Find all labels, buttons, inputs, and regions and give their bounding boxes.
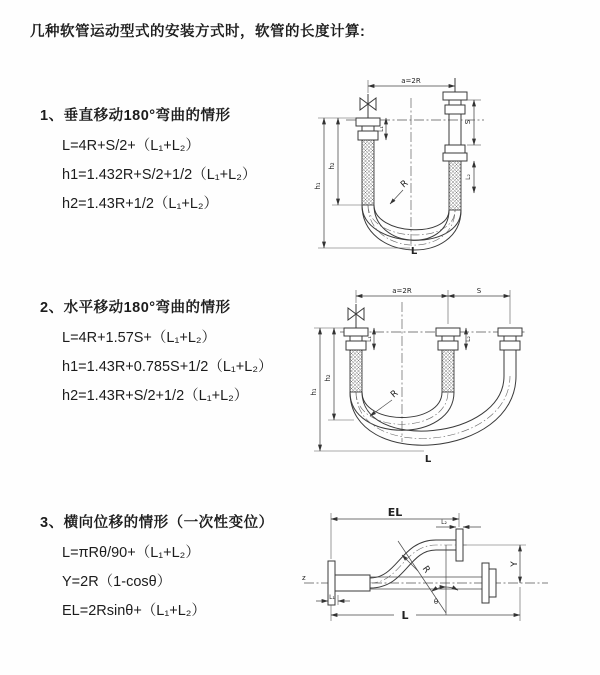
dim-label-y: Y: [510, 561, 520, 567]
hose-braid-left: [350, 350, 362, 392]
hose-braid-right: [449, 161, 461, 210]
dimension-span: [368, 77, 455, 93]
formula-h2: h2=1.43R+1/2（L₁+L₂）: [62, 196, 219, 212]
dim-label-h2: h₂: [328, 162, 336, 170]
radius-label: R: [389, 388, 401, 401]
hose-u-bend: [362, 205, 461, 250]
dim-label-l2: L₂: [465, 174, 472, 180]
right-pipe-fitting: [498, 328, 522, 350]
diagram-horizontal-180-bend: [306, 280, 534, 466]
section-3-formulas: [40, 539, 310, 626]
section-3-heading: 3、横向位移的情形（一次性变位）: [40, 515, 274, 531]
section-1: [40, 106, 310, 219]
left-pipe-fitting: [356, 118, 380, 140]
length-label: L: [424, 454, 432, 465]
hose-u-bend-large: [350, 376, 516, 445]
dimension-h1: [310, 328, 424, 451]
formula-length: L=4R+1.57S+（L₁+L₂）: [62, 330, 217, 346]
radius-leader: [370, 389, 400, 416]
dim-label-s: S: [476, 287, 482, 295]
upper-flange: [456, 529, 463, 561]
section-2-heading: 2、水平移动180°弯曲的情形: [40, 300, 231, 316]
formula-el: EL=2Rsinθ+（L₁+L₂）: [62, 603, 206, 619]
section-2-formulas: [40, 324, 310, 411]
dim-label-h1: h₁: [310, 388, 318, 396]
dim-label-h2: h₂: [324, 374, 332, 382]
dim-label-l1: L₁: [366, 336, 373, 342]
dimension-span: [356, 287, 510, 324]
dim-label-l1: L₁: [378, 126, 385, 132]
middle-pipe-fitting: [436, 328, 460, 350]
dimension-h2: [328, 118, 362, 205]
hose-s-curve: [370, 540, 468, 588]
hose-braid-middle: [442, 350, 454, 392]
left-pipe: [335, 575, 370, 591]
right-pipe-fitting-mid: [443, 145, 467, 161]
left-pipe-fitting: [344, 328, 368, 350]
dimension-l2: [436, 519, 481, 527]
section-1-formulas: [40, 132, 310, 219]
dimension-l2: [465, 161, 474, 193]
formula-h1: h1=1.43R+0.785S+1/2（L₁+L₂）: [62, 359, 273, 375]
radius-leader: [390, 179, 410, 204]
centerline-mark-label: z: [302, 574, 306, 582]
dim-label-l1: L₁: [329, 594, 335, 601]
dim-label-span: a=2R: [392, 287, 412, 295]
dim-label-l2: L₂: [465, 336, 472, 342]
section-1-heading: 1、垂直移动180°弯曲的情形: [40, 108, 231, 124]
formula-length: L=πRθ/90+（L₁+L₂）: [62, 545, 200, 561]
formula-y: Y=2R（1-cosθ）: [62, 574, 172, 590]
page-title: 几种软管运动型式的安装方式时，软管的长度计算:: [30, 24, 366, 40]
hose-braid-left: [362, 140, 374, 205]
right-pipe-fitting-top: [443, 78, 467, 114]
dimension-s: [464, 100, 481, 145]
dim-label-s: S: [464, 119, 472, 125]
formula-length: L=4R+S/2+（L₁+L₂）: [62, 138, 200, 154]
section-2: [40, 298, 310, 411]
length-label: L: [410, 246, 418, 256]
dim-label-length: L: [401, 609, 409, 622]
dim-label-span: a=2R: [401, 77, 421, 85]
valve-icon: [348, 304, 364, 328]
section-3: [40, 513, 310, 626]
radius-label: R: [419, 564, 432, 576]
theta-label: θ: [433, 598, 439, 606]
dimension-el: [331, 506, 459, 559]
diagram-lateral-displacement: [296, 503, 554, 641]
valve-icon: [360, 94, 376, 118]
dim-label-l2: L₂: [441, 519, 447, 526]
radius-label: R: [399, 178, 411, 191]
dimension-l2: [465, 328, 472, 350]
formula-h1: h1=1.432R+S/2+1/2（L₁+L₂）: [62, 167, 257, 183]
dim-label-h1: h₁: [314, 182, 322, 190]
dim-label-el: EL: [387, 506, 403, 519]
formula-h2: h2=1.43R+S/2+1/2（L₁+L₂）: [62, 388, 249, 404]
dimension-s: [448, 287, 510, 296]
diagram-vertical-180-bend: [306, 70, 522, 256]
